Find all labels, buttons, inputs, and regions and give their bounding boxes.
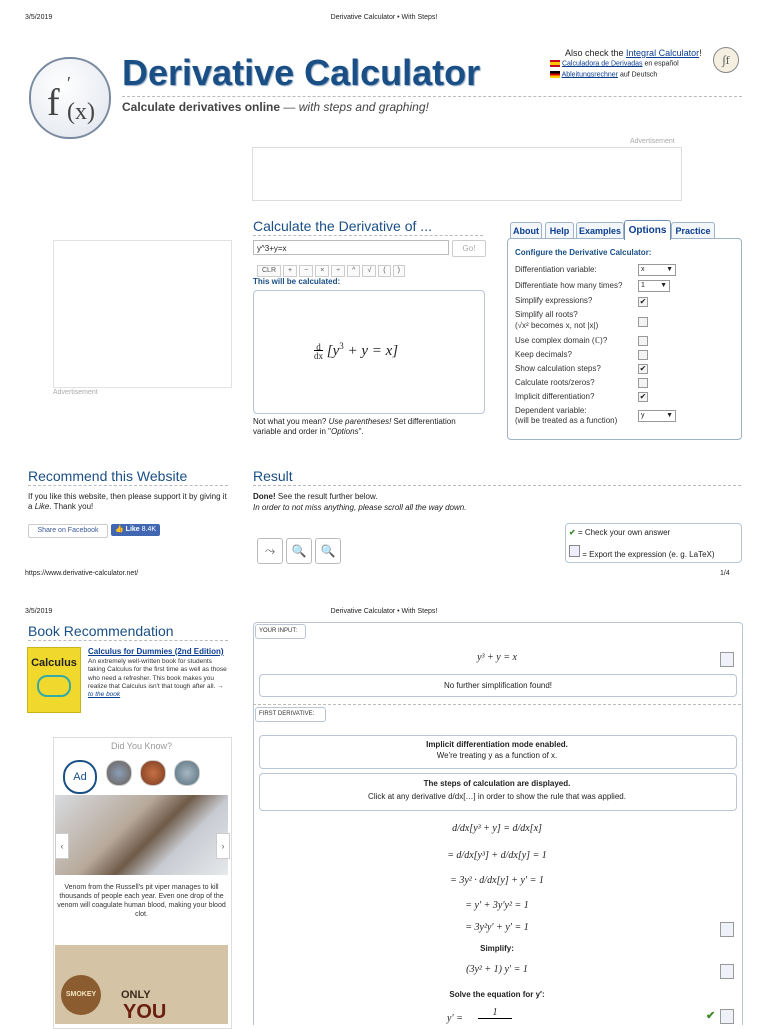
thumbs-up-icon: 👍 xyxy=(115,526,124,533)
key-plus[interactable]: + xyxy=(283,265,297,277)
key-clr[interactable]: CLR xyxy=(257,265,281,277)
export-icon xyxy=(569,545,580,557)
simplify-label: Simplify: xyxy=(480,944,514,953)
hint-mid: Set differentiation variable and order in " xyxy=(253,417,456,436)
integral-logo-icon[interactable]: ∫f xyxy=(713,47,739,73)
de-flag-icon xyxy=(550,71,560,78)
result-divider xyxy=(253,485,741,486)
key-divide[interactable]: ÷ xyxy=(331,265,345,277)
es-flag-icon xyxy=(550,60,560,67)
result-scroll-note: In order to not miss anything, please scroll all the way down. xyxy=(253,503,467,512)
es-line xyxy=(550,60,679,67)
zoom-out-icon[interactable]: 🔍 xyxy=(286,538,312,564)
done-label: Done! xyxy=(253,492,276,501)
book-title-text: Calculus for Dummies (2nd Edition) xyxy=(88,647,224,656)
decimals-checkbox[interactable] xyxy=(638,350,648,360)
also-prefix: Also check the xyxy=(565,48,624,58)
dyk-ad-badge[interactable]: Ad xyxy=(63,760,97,794)
like-label: Like xyxy=(125,526,140,533)
poster-you: YOU xyxy=(123,1001,167,1023)
svg-text:f: f xyxy=(47,82,60,124)
solve-label: Solve the equation for y′: xyxy=(449,990,545,999)
opt-roots-label2: (√x² becomes x, not |x|) xyxy=(515,321,599,330)
first-derivative-tag: FIRST DERIVATIVE: xyxy=(255,707,326,722)
share-icon[interactable]: ⤳ xyxy=(257,538,283,564)
tagline-rest: — with steps and graphing! xyxy=(283,100,429,114)
export-legend xyxy=(569,545,715,559)
go-button[interactable]: Go! xyxy=(452,240,486,257)
recommend-heading: Recommend this Website xyxy=(28,468,188,484)
recommend-text-a: If you like this website, then please support it by giving it a xyxy=(28,492,227,511)
ad-banner-top[interactable] xyxy=(252,147,682,201)
tab-help[interactable]: Help xyxy=(545,222,574,239)
key-times[interactable]: × xyxy=(315,265,329,277)
input-expression: y³ + y = x xyxy=(477,652,517,663)
done-rest: See the result further below. xyxy=(277,492,378,501)
dyk-title: Did You Know? xyxy=(110,741,173,751)
print-title-2: Derivative Calculator • With Steps! xyxy=(330,608,438,615)
dyk-caption: Venom from the Russell's pit viper manages to kill thousands of people each year. Even one drop of the venom will coagulate human blood, making your blood clot. xyxy=(57,884,226,918)
step-line-2[interactable]: = d/dx[y³] + d/dx[y] = 1 xyxy=(447,850,547,861)
dep-var-value: y xyxy=(641,412,645,419)
hint-opt: Options xyxy=(331,427,359,436)
preview-expression: d dx $[y^3 + y = x]$ xyxy=(314,341,399,361)
recommend-text-like: Like xyxy=(34,502,50,511)
es-rest: en español xyxy=(644,60,679,68)
export-icon[interactable] xyxy=(720,922,734,937)
dyk-thumb-1[interactable] xyxy=(106,760,132,786)
roots-checkbox[interactable] xyxy=(638,317,648,327)
chevron-down-icon: ▼ xyxy=(666,266,673,273)
fx-logo[interactable] xyxy=(29,57,111,139)
keypad xyxy=(257,259,407,277)
tab-about[interactable]: About xyxy=(510,222,542,239)
header-divider xyxy=(122,96,742,97)
hint-em: Use parentheses! xyxy=(328,417,392,426)
opt-dep-var-label2: (will be treated as a function) xyxy=(515,416,618,425)
dyk-poster[interactable] xyxy=(55,945,228,1024)
also-suffix: ! xyxy=(699,48,702,58)
facebook-like-button[interactable] xyxy=(111,524,160,536)
opt-implicit-label: Implicit differentiation? xyxy=(515,392,595,401)
check-answer-icon: ✔ xyxy=(569,528,576,537)
implicit-note-2: We're treating y as a function of x. xyxy=(436,751,558,760)
hint-end: ". xyxy=(358,427,364,436)
de-line xyxy=(550,71,657,78)
key-sqrt[interactable]: √ xyxy=(362,265,376,277)
integral-link[interactable]: Integral Calculator xyxy=(626,48,700,58)
also-check xyxy=(565,48,702,58)
zoom-in-icon[interactable]: 🔍 xyxy=(315,538,341,564)
print-page-number: 1/4 xyxy=(720,570,730,577)
implicit-note-1: Implicit differentiation mode enabled. xyxy=(426,740,568,749)
opt-decimals-label: Keep decimals? xyxy=(515,350,572,359)
hint-pre: Not what you mean? xyxy=(253,417,327,426)
complex-checkbox[interactable] xyxy=(638,336,648,346)
poster-only: ONLY xyxy=(121,989,151,1001)
site-title[interactable]: Derivative Calculator xyxy=(122,52,481,93)
options-heading: Configure the Derivative Calculator: xyxy=(515,248,652,257)
print-title: Derivative Calculator • With Steps! xyxy=(330,14,438,21)
preview-box xyxy=(253,290,485,414)
steps-checkbox[interactable]: ✔ xyxy=(639,364,647,373)
de-link[interactable]: Ableitungsrechner xyxy=(561,71,618,79)
book-cover-art xyxy=(37,675,71,697)
dep-var-select[interactable] xyxy=(638,410,676,422)
steps-note-1: The steps of calculation are displayed. xyxy=(423,779,571,788)
like-count: 8.4K xyxy=(141,526,157,533)
diff-times-value: 1 xyxy=(641,282,645,289)
export-icon[interactable] xyxy=(720,964,734,979)
steps-note-2: Click at any derivative d/dx[…] in order to show the rule that was applied. xyxy=(368,792,626,801)
will-calc-label: This will be calculated: xyxy=(253,277,341,286)
result-heading: Result xyxy=(253,468,293,484)
implicit-checkbox[interactable]: ✔ xyxy=(639,392,647,401)
calc-heading: Calculate the Derivative of ... xyxy=(253,218,432,234)
export-icon[interactable] xyxy=(720,652,734,667)
solution-lhs: y′ = xyxy=(447,1013,463,1024)
book-divider xyxy=(28,640,228,641)
diff-times-select[interactable] xyxy=(638,280,670,292)
book-more-link[interactable]: to the book xyxy=(88,691,121,699)
result-done xyxy=(253,492,378,501)
check-legend-text: = Check your own answer xyxy=(577,528,671,537)
chevron-right-icon[interactable]: › xyxy=(216,833,230,859)
share-facebook-button[interactable]: Share on Facebook xyxy=(28,524,108,538)
ad-label-left: Advertisement xyxy=(53,389,98,396)
ad-box-left[interactable] xyxy=(53,240,232,388)
check-legend xyxy=(569,528,670,537)
print-date: 3/5/2019 xyxy=(25,14,53,21)
no-simplification-note: No further simplification found! xyxy=(259,674,737,697)
de-rest: auf Deutsch xyxy=(619,71,658,79)
opt-dep-var-label: Dependent variable: xyxy=(515,406,587,415)
step-line-4: = y′ + 3y′y² = 1 xyxy=(465,900,529,911)
export-legend-text: = Export the expression (e. g. LaTeX) xyxy=(582,550,715,559)
opt-simplify-label: Simplify expressions? xyxy=(515,296,593,305)
book-heading: Book Recommendation xyxy=(28,623,174,639)
chevron-left-icon[interactable]: ‹ xyxy=(55,833,69,859)
tab-examples[interactable]: Examples xyxy=(576,222,624,239)
recommend-text xyxy=(28,492,233,512)
es-link[interactable]: Calculadora de Derivadas xyxy=(561,60,643,68)
tab-practice[interactable]: Practice xyxy=(671,222,715,239)
key-minus[interactable]: − xyxy=(299,265,313,277)
print-date-2: 3/5/2019 xyxy=(25,608,53,615)
key-lparen[interactable]: ( xyxy=(378,265,390,277)
step-line-5: = 3y²y′ + y′ = 1 xyxy=(465,922,529,933)
book-cover-title: Calculus xyxy=(31,657,77,669)
hint-text xyxy=(253,417,483,437)
solution-numerator: 1 xyxy=(478,1007,512,1019)
dyk-thumbnails xyxy=(106,760,208,791)
poster-badge: SMOKEY xyxy=(61,975,101,1015)
check-answer-icon[interactable]: ✔ xyxy=(706,1010,716,1022)
export-icon[interactable] xyxy=(720,1009,734,1024)
tab-options[interactable]: Options xyxy=(624,220,671,240)
ad-label-top: Advertisement xyxy=(630,138,675,145)
key-rparen[interactable]: ) xyxy=(393,265,405,277)
tagline-bold: Calculate derivatives online xyxy=(122,100,281,114)
dyk-thumb-2[interactable] xyxy=(140,760,166,786)
arrow-right-icon: → xyxy=(217,682,224,690)
step-line-3[interactable]: = 3y² · d/dx[y] + y′ = 1 xyxy=(450,875,544,886)
book-description xyxy=(88,658,230,699)
simplify-checkbox[interactable]: ✔ xyxy=(639,297,647,306)
tagline xyxy=(122,100,429,114)
print-url: https://www.derivative-calculator.net/ xyxy=(25,570,139,577)
recommend-divider xyxy=(28,485,228,486)
dyk-thumb-3[interactable] xyxy=(174,760,200,786)
diff-var-value: x xyxy=(641,266,645,273)
book-desc-text: An extremely well-written book for students taking Calculus for the first time as well as those who need a refresher. This book makes you realize that Calculus isn't that tough after all. xyxy=(88,658,227,690)
your-input-tag: YOUR INPUT: xyxy=(255,624,306,639)
zeros-checkbox[interactable] xyxy=(638,378,648,388)
chevron-down-icon: ▼ xyxy=(660,282,667,289)
svg-text:′: ′ xyxy=(67,73,71,93)
diff-var-select[interactable] xyxy=(638,264,676,276)
step-line-1[interactable]: d/dx[y³ + y] = d/dx[x] xyxy=(452,823,542,834)
key-power[interactable]: ^ xyxy=(347,265,360,277)
opt-roots-label: Simplify all roots? xyxy=(515,310,578,319)
steps-divider xyxy=(253,704,741,705)
expression-input[interactable]: y^3+y=x xyxy=(253,240,449,255)
chevron-down-icon: ▼ xyxy=(666,412,673,419)
dyk-image[interactable] xyxy=(55,795,228,875)
opt-diff-var-label: Differentiation variable: xyxy=(515,265,597,274)
svg-text:(x): (x) xyxy=(67,99,95,125)
simplified-expression: (3y² + 1) y′ = 1 xyxy=(466,964,528,975)
opt-zeros-label: Calculate roots/zeros? xyxy=(515,378,595,387)
opt-complex-label: Use complex domain (ℂ)? xyxy=(515,336,608,345)
opt-times-label: Differentiate how many times? xyxy=(515,281,623,290)
opt-steps-label: Show calculation steps? xyxy=(515,364,601,373)
recommend-text-b: . Thank you! xyxy=(49,502,94,511)
calc-divider xyxy=(253,235,483,236)
